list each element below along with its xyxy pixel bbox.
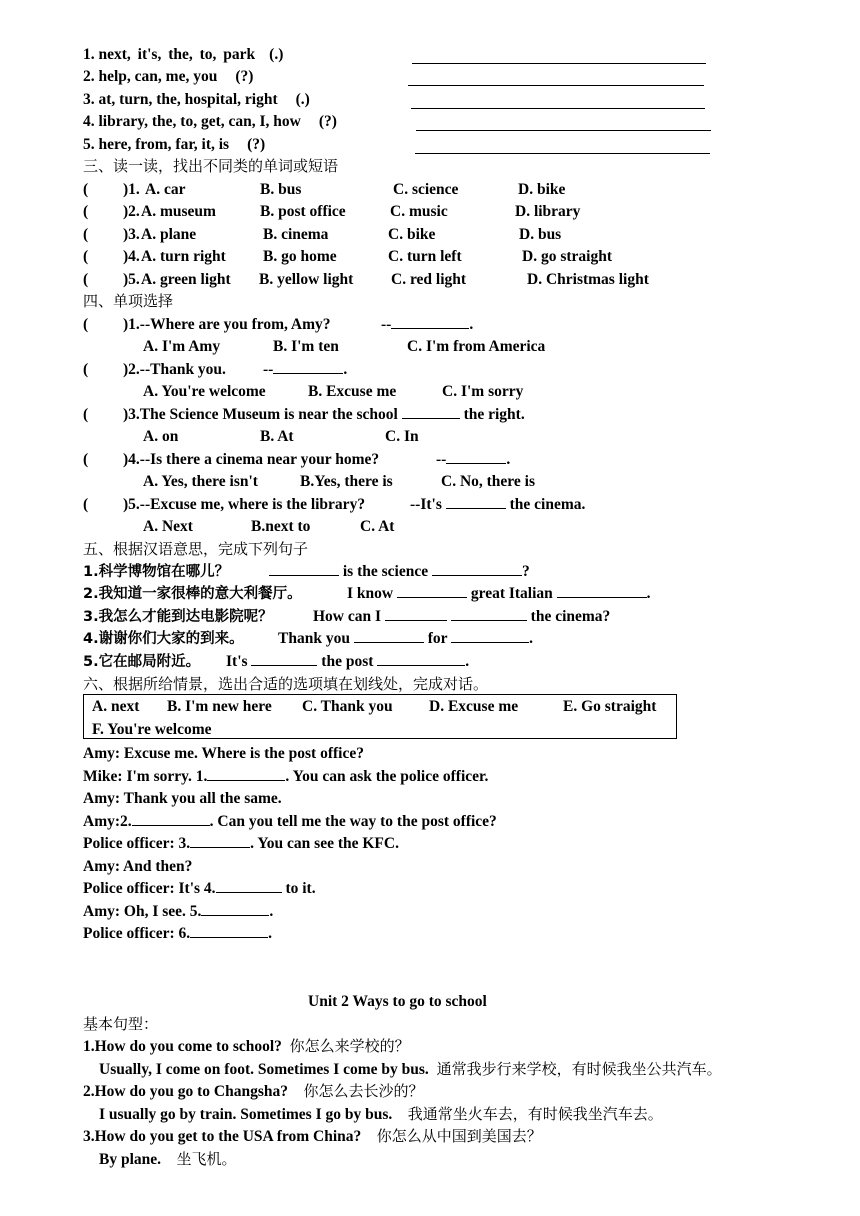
reorder-item: 5. here, from, far, it, is (?) — [83, 136, 266, 153]
list-item: ( )4. A. turn right B. go home C. turn left D. go straight — [83, 248, 612, 265]
answer-blank[interactable] — [273, 359, 343, 374]
pattern-line: I usually go by train. Sometimes I go by bus. 我通常坐火车去，有时候我坐汽车去。 — [99, 1105, 663, 1123]
question-stem: ( )5.--Excuse me, where is the library? --It's the cinema. — [83, 496, 586, 513]
question-stem: ( )2.--Thank you. -- . — [83, 361, 348, 378]
answer-blank[interactable] — [377, 651, 465, 666]
question-options: A. Yes, there isn't B.Yes, there is C. No, there is — [143, 473, 535, 490]
pattern-line: 2.How do you go to Changsha? 你怎么去长沙的？ — [83, 1082, 424, 1100]
answer-blank[interactable] — [132, 811, 210, 826]
pattern-line: 1.How do you come to school? 你怎么来学校的？ — [83, 1037, 410, 1055]
answer-blank[interactable] — [391, 314, 469, 329]
answer-blank[interactable] — [451, 606, 527, 621]
dialog-line: Amy: And then? — [83, 858, 193, 875]
question-options: A. on B. At C. In — [143, 428, 419, 445]
question-options: A. I'm Amy B. I'm ten C. I'm from America — [143, 338, 546, 355]
answer-line[interactable] — [411, 108, 705, 109]
dialog-line: Mike: I'm sorry. 1. . You can ask the police officer. — [83, 768, 489, 785]
answer-blank[interactable] — [385, 606, 447, 621]
question-options: A. Next B.next to C. At — [143, 518, 395, 535]
answer-line[interactable] — [415, 153, 710, 154]
section-5-title: 五、根据汉语意思，完成下列句子 — [83, 540, 309, 558]
answer-blank[interactable] — [207, 766, 285, 781]
answer-blank[interactable] — [251, 651, 317, 666]
answer-blank[interactable] — [201, 901, 269, 916]
section-6-title: 六、根据所给情景，选出合适的选项填在划线处，完成对话。 — [83, 675, 489, 693]
answer-blank[interactable] — [432, 561, 522, 576]
pattern-line: By plane. 坐飞机。 — [99, 1150, 237, 1168]
question-stem: ( )4.--Is there a cinema near your home? -- . — [83, 451, 511, 468]
answer-blank[interactable] — [402, 404, 460, 419]
dialog-line: Police officer: It's 4. to it. — [83, 880, 316, 897]
pattern-line: Usually, I come on foot. Sometimes I come by bus. 通常我步行来学校，有时候我坐公共汽车。 — [99, 1060, 722, 1078]
answer-blank[interactable] — [397, 583, 467, 598]
answer-blank[interactable] — [557, 583, 647, 598]
list-item: ( )5. A. green light B. yellow light C. red light D. Christmas light — [83, 271, 649, 288]
answer-blank[interactable] — [269, 561, 339, 576]
dialog-line: Amy:2. . Can you tell me the way to the post office? — [83, 813, 497, 830]
options-row: A. next B. I'm new here C. Thank you D. Excuse me E. Go straight — [92, 698, 657, 715]
dialog-line: Police officer: 3. . You can see the KFC. — [83, 835, 399, 852]
dialog-line: Amy: Excuse me. Where is the post office? — [83, 745, 364, 762]
dialog-line: Amy: Oh, I see. 5. . — [83, 903, 274, 920]
answer-blank[interactable] — [216, 878, 282, 893]
answer-blank[interactable] — [190, 923, 268, 938]
list-item: ( )3. A. plane B. cinema C. bike D. bus — [83, 226, 562, 243]
question-stem: ( )3.The Science Museum is near the school the right. — [83, 406, 525, 423]
answer-blank[interactable] — [354, 628, 424, 643]
list-item: ( )2. B. post office C. music D. library A. museum — [83, 203, 581, 220]
answer-blank[interactable] — [446, 449, 506, 464]
answer-line[interactable] — [412, 63, 706, 64]
answer-blank[interactable] — [451, 628, 529, 643]
answer-blank[interactable] — [190, 833, 250, 848]
translation-item: 4.谢谢你们大家的到来。 Thank you for . — [83, 630, 533, 647]
pattern-line: 3.How do you get to the USA from China? 你怎么从中国到美国去？ — [83, 1127, 542, 1145]
reorder-item: 2. help, can, me, you (?) — [83, 68, 254, 85]
translation-item: 1.科学博物馆在哪儿？ is the science ? — [83, 563, 530, 580]
reorder-item: 4. library, the, to, get, can, I, how (?) — [83, 113, 337, 130]
question-stem: ( )1.--Where are you from, Amy? -- . — [83, 316, 474, 333]
section-3-title: 三、读一读，找出不同类的单词或短语 — [83, 157, 339, 175]
options-row: F. You're welcome — [92, 721, 212, 738]
answer-line[interactable] — [408, 85, 704, 86]
reorder-item: 1. next, it's, the, to, park (.) — [83, 46, 284, 63]
answer-line[interactable] — [416, 130, 711, 131]
answer-blank[interactable] — [446, 494, 506, 509]
translation-item: 3.我怎么才能到达电影院呢？ How can I the cinema? — [83, 608, 611, 625]
dialog-line: Amy: Thank you all the same. — [83, 790, 282, 807]
list-item: ( )1. A. car B. bus C. science D. bike — [83, 181, 566, 198]
unit-title: Unit 2 Ways to go to school — [308, 993, 487, 1010]
translation-item: 2.我知道一家很棒的意大利餐厅。 I know great Italian . — [83, 585, 651, 602]
translation-item: 5.它在邮局附近。 It's the post . — [83, 653, 470, 670]
dialog-line: Police officer: 6. . — [83, 925, 273, 942]
basic-patterns-heading: 基本句型： — [83, 1015, 159, 1033]
reorder-item: 3. at, turn, the, hospital, right (.) — [83, 91, 310, 108]
section-4-title: 四、单项选择 — [83, 292, 174, 310]
question-options: A. You're welcome B. Excuse me C. I'm sorry — [143, 383, 524, 400]
